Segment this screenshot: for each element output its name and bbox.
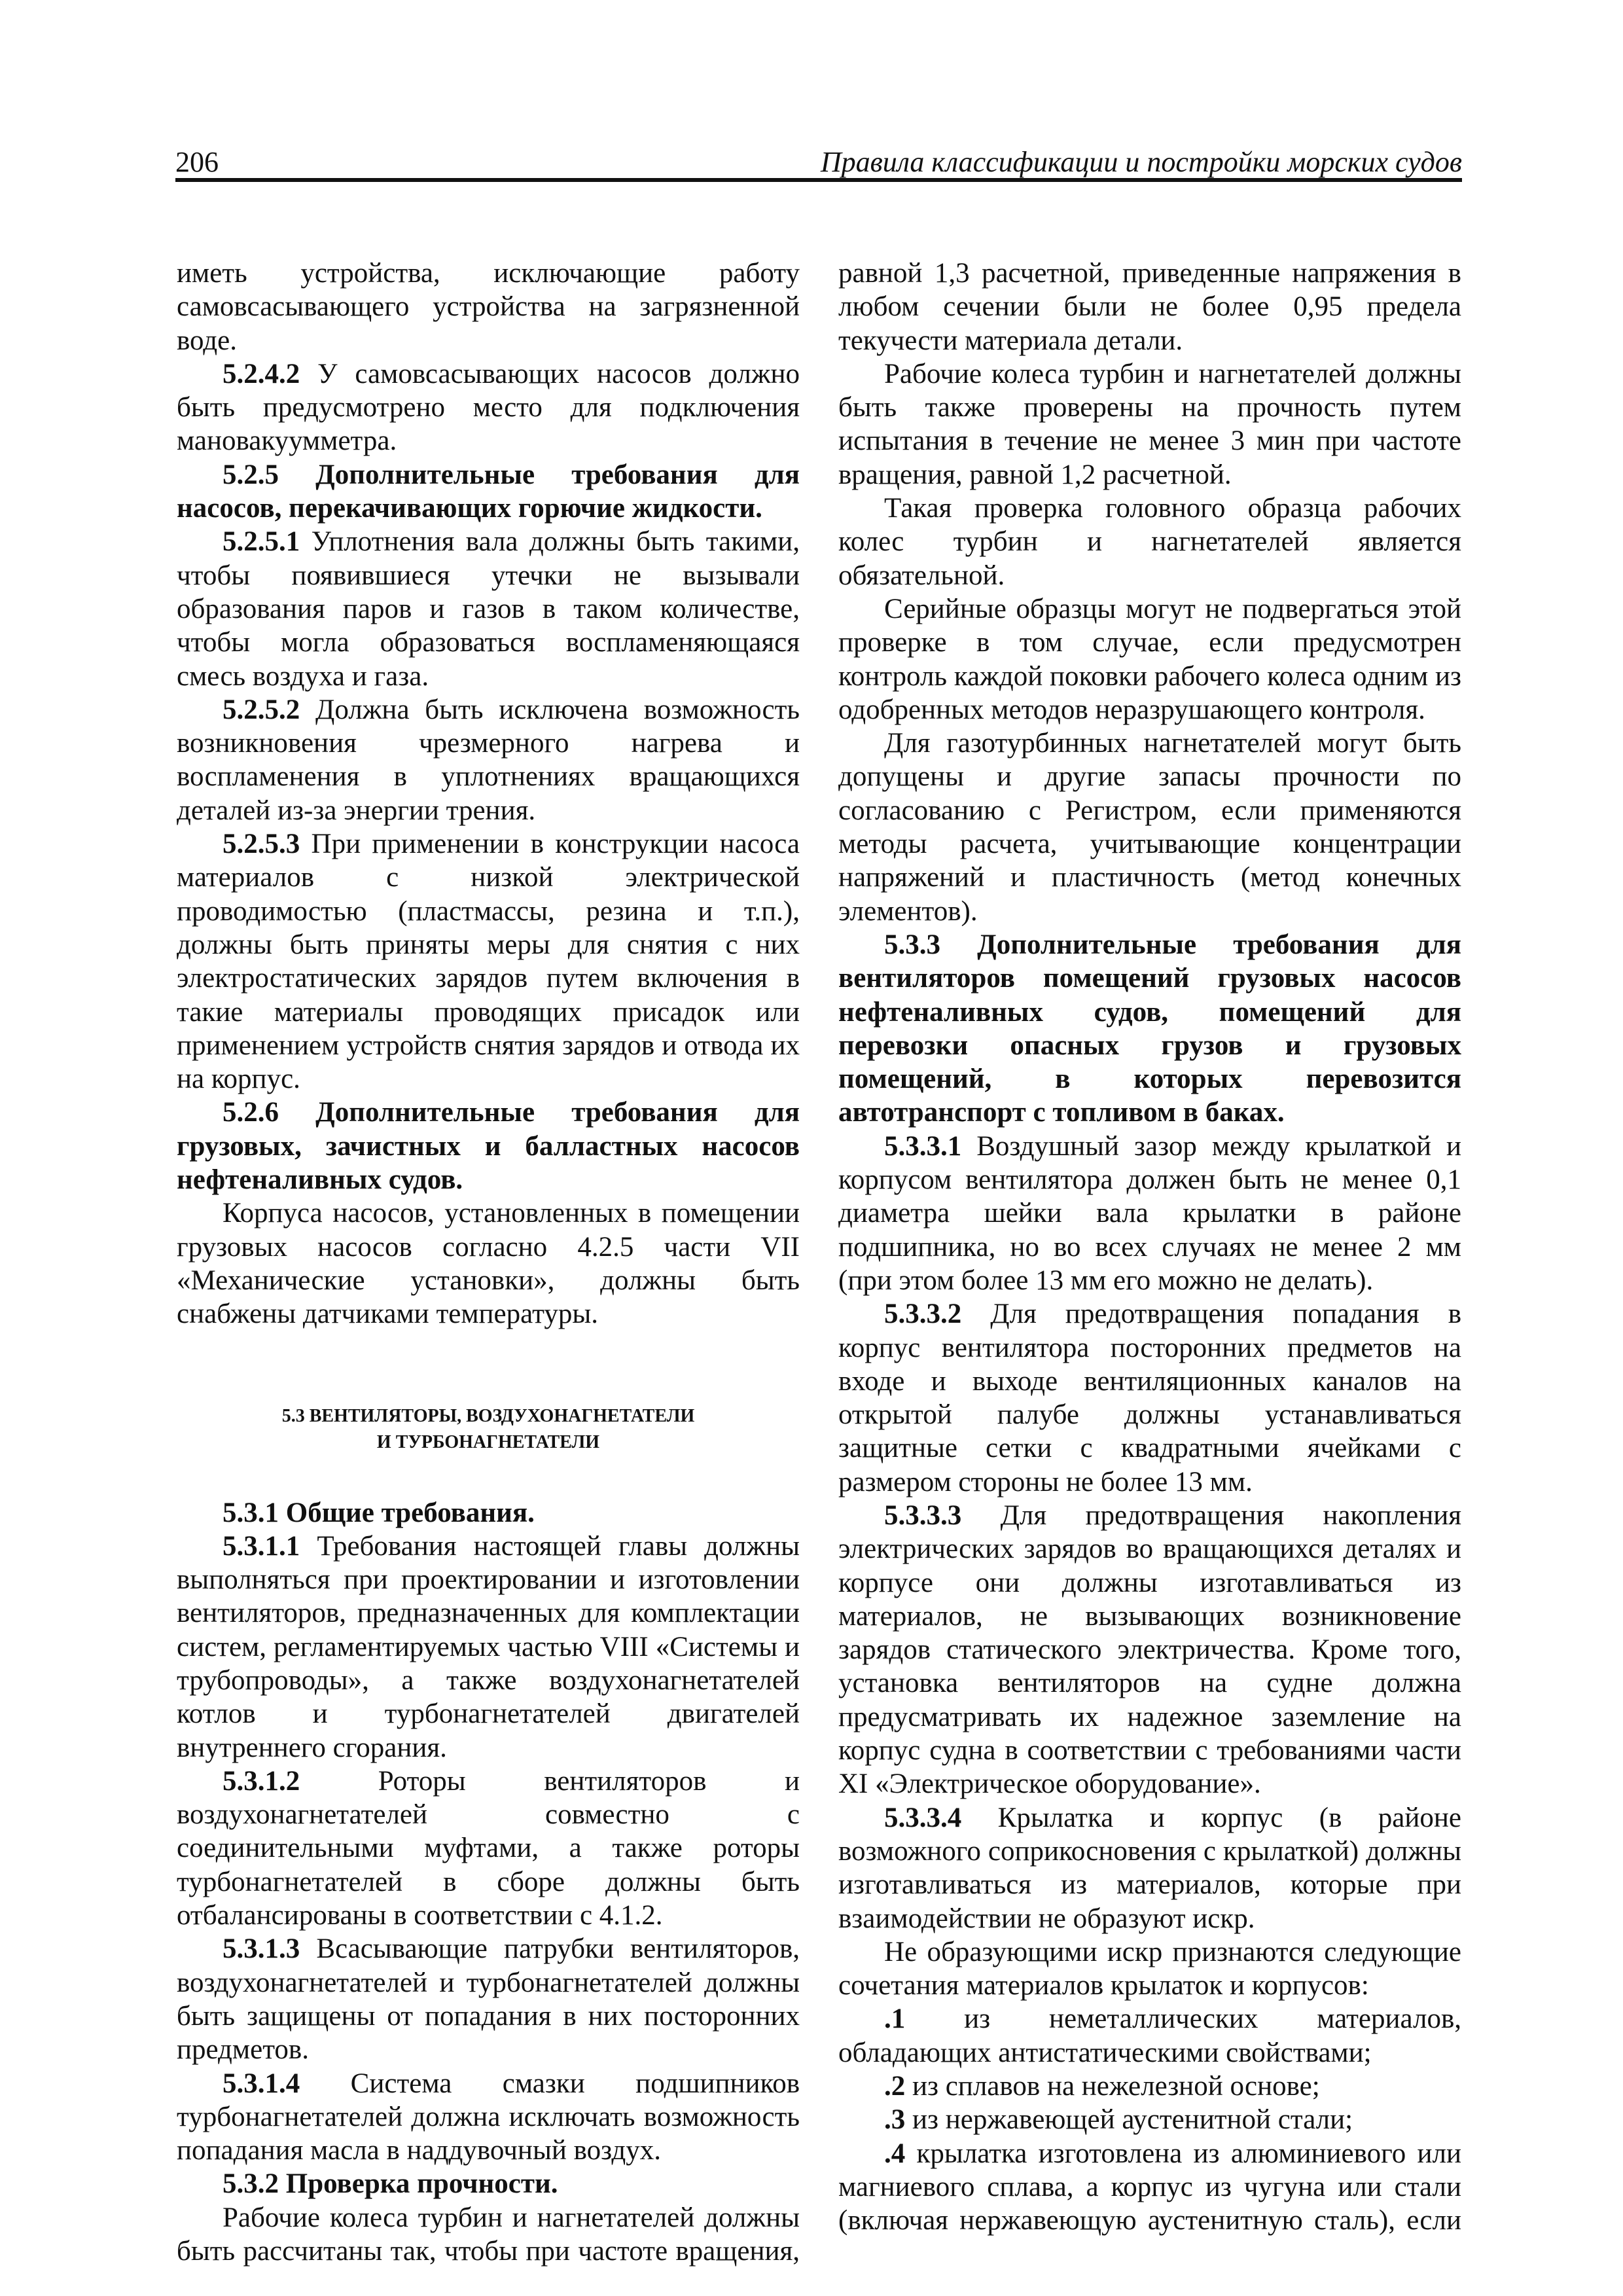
paragraph	[177, 827, 800, 1096]
paragraph	[177, 1530, 800, 1765]
list-number: .4	[884, 2138, 906, 2169]
list-text: из сплавов на нежелезной основе;	[905, 2071, 1320, 2102]
paragraph: Такая проверка головного образца рабочих колес турбин и нагнетателей является обязательной.	[838, 493, 1461, 591]
clause-text: Система смазки подшипников турбонагнетателей должна исключать возможность попадания масла в наддувочный воздух.	[177, 2068, 800, 2166]
subsection-heading: 5.3.1 Общие требования.	[223, 1497, 535, 1528]
clause-text: Крылатка и корпус (в районе возможного соприкосновения с крылаткой) должны изготавливаться из материалов, которые при взаимодействии не образуют искр.	[838, 1802, 1461, 1934]
paragraph	[177, 1765, 800, 1932]
list-item	[838, 2103, 1461, 2136]
paragraph: Рабочие колеса турбин и нагнетателей должны быть также проверены на прочность путем испытания в течение не менее 3 мин при частоте вращения, равной 1,2 расчетной.	[838, 358, 1461, 490]
list-item	[838, 2070, 1461, 2103]
paragraph: Рабочие колеса турбин и нагнетателей должны быть рассчитаны так, чтобы при частоте вращения,	[177, 2202, 800, 2267]
subsection-heading: 5.3.2 Проверка прочности.	[223, 2168, 558, 2200]
left-column	[177, 257, 800, 2268]
right-column	[838, 257, 1461, 2238]
clause-number: 5.3.3.1	[884, 1130, 962, 1162]
subsection-heading: 5.2.6 Дополнительные требования для грузовых, зачистных и балластных насосов нефтеналивных судов.	[177, 1097, 800, 1196]
paragraph	[177, 1932, 800, 2066]
clause-text: Для предотвращения накопления электрических зарядов во вращающихся деталях и корпусе они должны изготавливаться из материалов, не вызывающих возникновение зарядов статического электричества. Кроме того, установка вентиляторов на судне должна предусматривать их надежное заземление на корпус судна в соответствии с требованиями части XI «Электрическое оборудование».	[838, 1499, 1461, 1800]
paragraph	[177, 525, 800, 692]
section-heading-line: 5.3 ВЕНТИЛЯТОРЫ, ВОЗДУХОНАГНЕТАТЕЛИ	[281, 1405, 695, 1426]
paragraph	[838, 1801, 1461, 1935]
section-heading-line: И ТУРБОНАГНЕТАТЕЛИ	[376, 1431, 600, 1452]
clause-number: 5.3.3.2	[884, 1299, 962, 1330]
paragraph	[838, 1297, 1461, 1499]
clause-text: Для предотвращения попадания в корпус вентилятора посторонних предметов на входе и выходе вентиляционных каналов на открытой палубе должны устанавливаться защитные сетки с квадратными ячейками с размером стороны не более 13 мм.	[838, 1299, 1461, 1498]
header-rule	[175, 178, 1462, 182]
list-text: из нержавеющей аустенитной стали;	[905, 2104, 1353, 2136]
clause-text: Воздушный зазор между крылаткой и корпусом вентилятора должен быть не менее 0,1 диаметра шейки вала крылатки в районе подшипника, но во всех случаях не менее 2 мм (при этом более 13 мм его можно не делать).	[838, 1130, 1461, 1296]
clause-text: Требования настоящей главы должны выполняться при проектировании и изготовлении вентиляторов, предназначенных для комплектации систем, регламентируемых частью VIII «Системы и трубопроводы», а также воздухонагнетателей котлов и турбонагнетателей двигателей внутреннего сгорания.	[177, 1530, 800, 1763]
clause-text: Уплотнения вала должны быть такими, чтобы появившиеся утечки не вызывали образования паров и газов в таком количестве, чтобы могла образоваться воспламеняющаяся смесь воздуха и газа.	[177, 526, 800, 692]
subsection-heading: 5.3.3 Дополнительные требования для вентиляторов помещений грузовых насосов нефтеналивных судов, помещений для перевозки опасных грузов и грузовых помещений, в которых перевозится автотранспорт с топливом в баках.	[838, 929, 1461, 1128]
list-text: из неметаллических материалов, обладающих антистатическими свойствами;	[838, 2003, 1461, 2068]
paragraph: Для газотурбинных нагнетателей могут быть допущены и другие запасы прочности по согласованию с Регистром, если применяются методы расчета, учитывающие концентрации напряжений и пластичность (метод конечных элементов).	[838, 728, 1461, 927]
paragraph: иметь устройства, исключающие работу самовсасывающего устройства на загрязненной воде.	[177, 258, 800, 356]
clause-text: Роторы вентиляторов и воздухонагнетателей совместно с соединительными муфтами, а также роторы турбонагнетателей в сборе должны быть отбалансированы в соответствии с 4.1.2.	[177, 1765, 800, 1931]
clause-number: 5.3.1.4	[223, 2068, 300, 2099]
paragraph: Серийные образцы могут не подвергаться этой проверке в том случае, если предусмотрен контроль каждой поковки рабочего колеса одним из одобренных методов неразрушающего контроля.	[838, 593, 1461, 725]
list-number: .1	[884, 2003, 906, 2035]
subsection-heading: 5.2.5 Дополнительные требования для насосов, перекачивающих горючие жидкости.	[177, 459, 800, 524]
clause-text: У самовсасывающих насосов должно быть предусмотрено место для подключения мановакуумметра.	[177, 358, 800, 457]
paragraph	[177, 693, 800, 827]
list-number: .2	[884, 2071, 906, 2102]
list-item	[838, 2137, 1461, 2238]
section-heading	[177, 1403, 800, 1456]
clause-number: 5.3.1.1	[223, 1530, 300, 1562]
clause-number: 5.2.5.3	[223, 829, 300, 860]
clause-number: 5.3.1.2	[223, 1765, 300, 1797]
clause-text: При применении в конструкции насоса материалов с низкой электрической проводимостью (пластмассы, резина и т.п.), должны быть приняты меры для снятия с них электростатических зарядов путем включения в такие материалы проводящих присадок или применением устройств снятия зарядов и отвода их на корпус.	[177, 829, 800, 1095]
paragraph	[177, 2067, 800, 2168]
clause-text: Должна быть исключена возможность возникновения чрезмерного нагрева и воспламенения в уплотнениях вращающихся деталей из-за энергии трения.	[177, 694, 800, 826]
paragraph	[838, 1499, 1461, 1801]
paragraph: Не образующими искр признаются следующие сочетания материалов крылаток и корпусов:	[838, 1936, 1461, 2001]
clause-number: 5.2.4.2	[223, 358, 300, 389]
clause-number: 5.2.5.2	[223, 694, 300, 725]
list-text: крылатка изготовлена из алюминиевого или магниевого сплава, а корпус из чугуна или стали (включая нержавеющую аустенитную сталь), если	[838, 2138, 1461, 2236]
clause-number: 5.3.1.3	[223, 1933, 300, 1965]
clause-number: 5.3.3.3	[884, 1499, 962, 1531]
clause-number: 5.3.3.4	[884, 1802, 962, 1833]
paragraph: равной 1,3 расчетной, приведенные напряжения в любом сечении были не более 0,95 предела текучести материала детали.	[838, 258, 1461, 356]
page-number: 206	[175, 146, 219, 178]
clause-text: Всасывающие патрубки вентиляторов, воздухонагнетателей и турбонагнетателей должны быть защищены от попадания в них посторонних предметов.	[177, 1933, 800, 2066]
paragraph	[838, 1130, 1461, 1297]
running-title: Правила классификации и постройки морских судов	[820, 146, 1462, 178]
clause-number: 5.2.5.1	[223, 526, 300, 558]
list-number: .3	[884, 2104, 906, 2136]
list-item	[838, 2002, 1461, 2070]
paragraph	[177, 357, 800, 458]
paragraph: Корпуса насосов, установленных в помещении грузовых насосов согласно 4.2.5 части VII «Механические установки», должны быть снабжены датчиками температуры.	[177, 1198, 800, 1330]
